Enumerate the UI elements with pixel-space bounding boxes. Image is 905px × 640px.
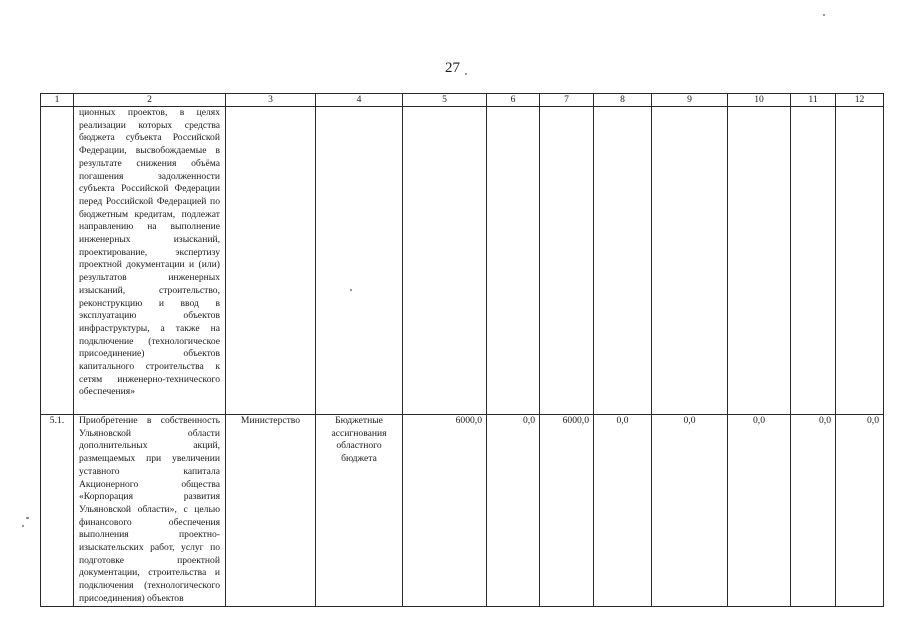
cell-description: Приобретение в собственность Ульяновской области дополнительных акций, размещаемых при увеличении уставного капитала Акционерного общества «Корпорация развития Ульяновской области», с целью финансового обеспечения выполнения проектно-изыскательских работ, услуг по подготовке проектной документации, строительства и подключения (технологического присоединения) объектов [74, 415, 226, 607]
table-row-5-1 [41, 415, 884, 607]
column-header: 10 [728, 94, 791, 107]
cell-value-5: 6000,0 [403, 415, 487, 607]
table-row-continued [41, 107, 884, 415]
column-header: 1 [41, 94, 74, 107]
scan-speck [22, 525, 24, 527]
scan-speck [465, 73, 467, 75]
cell-value [540, 107, 594, 415]
scan-speck [26, 517, 29, 519]
cell-value-7: 6000,0 [540, 415, 594, 607]
column-header: 11 [791, 94, 836, 107]
cell-value [836, 107, 884, 415]
scan-speck [823, 14, 825, 16]
cell-number: 5.1. [41, 415, 74, 607]
cell-value [791, 107, 836, 415]
column-header: 8 [594, 94, 652, 107]
cell-executor [226, 107, 316, 415]
cell-value-10: 0,0 [728, 415, 791, 607]
cell-source [316, 107, 403, 415]
column-header: 2 [74, 94, 226, 107]
cell-number [41, 107, 74, 415]
column-header: 3 [226, 94, 316, 107]
cell-description: ционных проектов, в целях реализации которых средства бюджета субъекта Российской Федерации, высвобождаемые в результате снижения объёма погашения задолженности субъекта Российской Федерации перед Российской Федерацией по бюджетным кредитам, подлежат направлению на выполнение инженерных изысканий, проектирование, экспертизу проектной документации и (или) результатов инженерных изысканий, строительство, реконструкцию и ввод в эксплуатацию объектов инфраструктуры, а также на подключение (технологическое присоединение) объектов капитального строительства к сетям инженерно-технического обеспечения» [74, 107, 226, 415]
page-number: 27 [445, 60, 460, 76]
cell-value-11: 0,0 [791, 415, 836, 607]
header-row [41, 94, 884, 107]
column-header: 9 [652, 94, 728, 107]
cell-value-9: 0,0 [652, 415, 728, 607]
cell-value-12: 0,0 [836, 415, 884, 607]
scan-speck [350, 289, 352, 291]
budget-table [40, 93, 884, 607]
cell-value [652, 107, 728, 415]
cell-value [403, 107, 487, 415]
cell-value [594, 107, 652, 415]
cell-value-8: 0,0 [594, 415, 652, 607]
cell-value [487, 107, 540, 415]
column-header: 5 [403, 94, 487, 107]
column-header: 6 [487, 94, 540, 107]
cell-executor: Министерство [226, 415, 316, 607]
column-header: 4 [316, 94, 403, 107]
cell-value [728, 107, 791, 415]
column-header: 7 [540, 94, 594, 107]
cell-value-6: 0,0 [487, 415, 540, 607]
cell-source: Бюджетные ассигнования областного бюджета [316, 415, 403, 607]
column-header: 12 [836, 94, 884, 107]
